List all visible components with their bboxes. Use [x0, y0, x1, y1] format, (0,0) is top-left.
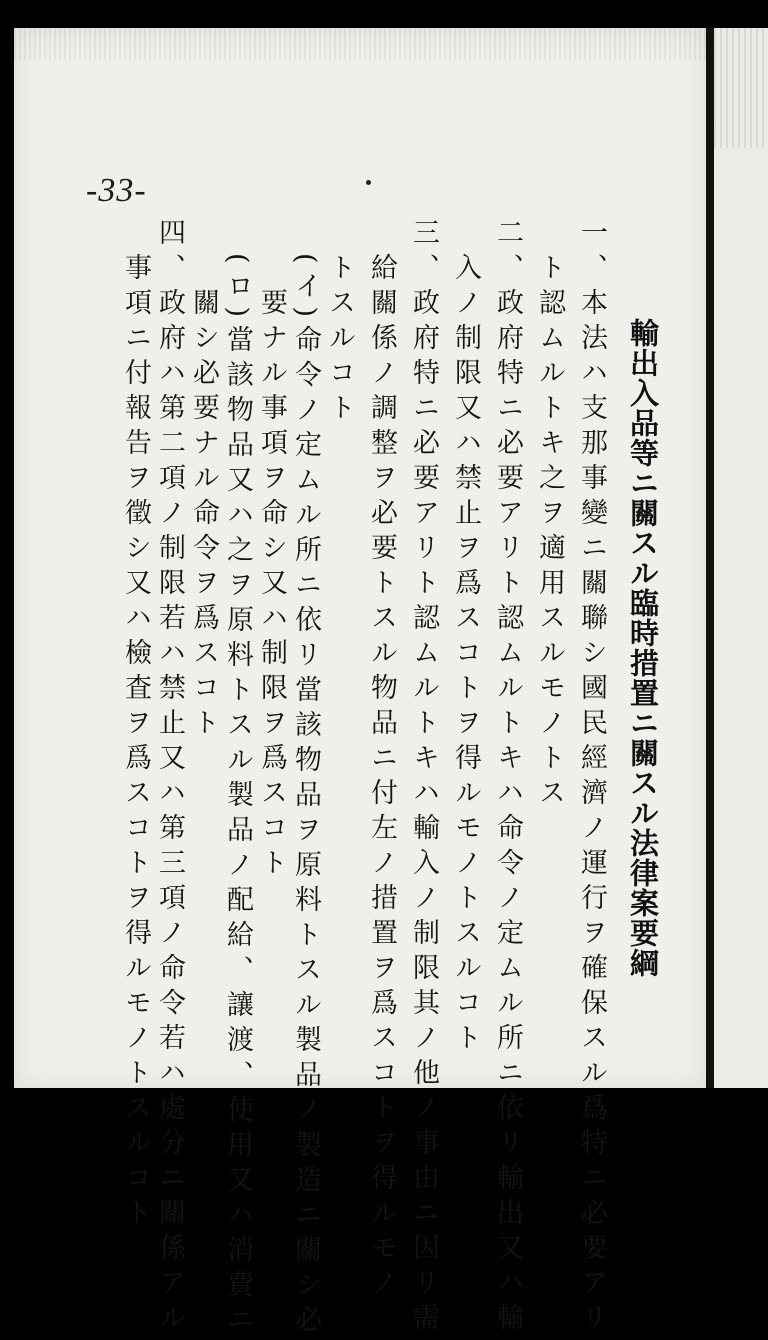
text-column-3: 二、政府特ニ必要アリト認ムルトキハ命令ノ定ムル所ニ依リ輸出又ハ輸: [492, 218, 523, 1338]
text-column-10: (ロ)當該物品又ハ之ヲ原料トスル製品ノ配給、讓渡、使用又ハ消費ニ: [222, 218, 253, 1340]
document-title: 輸出入品等ニ關スル臨時措置ニ關スル法律案要綱: [626, 318, 660, 978]
text-column-13: 事項ニ付報告ヲ徵シ又ハ檢査ヲ爲スコトヲ得ルモノトスルコト: [120, 218, 151, 1233]
text-column-2: ト認ムルトキ之ヲ適用スルモノトス: [534, 218, 565, 813]
text-column-9: 要ナル事項ヲ命シ又ハ制限ヲ爲スコト: [256, 218, 287, 883]
text-column-1: 一、本法ハ支那事變ニ關聯シ國民經濟ノ運行ヲ確保スル爲特ニ必要アリ: [576, 218, 607, 1338]
text-column-5: 三、政府特ニ必要アリト認ムルトキハ輸入ノ制限其ノ他ノ事由ニ因リ需: [408, 218, 439, 1338]
text-column-12: 四、政府ハ第二項ノ制限若ハ禁止又ハ第三項ノ命令若ハ處分ニ關係アル: [154, 218, 185, 1338]
text-column-8: (イ)命令ノ定ムル所ニ依リ當該物品ヲ原料トスル製品ノ製造ニ關シ必: [290, 218, 321, 1340]
text-column-6: 給關係ノ調整ヲ必要トスル物品ニ付左ノ措置ヲ爲スコトヲ得ルモノ: [366, 218, 397, 1303]
page-number: -33-: [86, 172, 147, 209]
page-gutter: [706, 28, 714, 1088]
ink-speck: [366, 180, 371, 185]
text-column-11: 關シ必要ナル命令ヲ爲スコト: [188, 218, 219, 743]
text-column-7: トスルコト: [324, 218, 355, 428]
text-column-4: 入ノ制限又ハ禁止ヲ爲スコトヲ得ルモノトスルコト: [450, 218, 481, 1058]
adjacent-page-edge: [714, 28, 768, 1088]
